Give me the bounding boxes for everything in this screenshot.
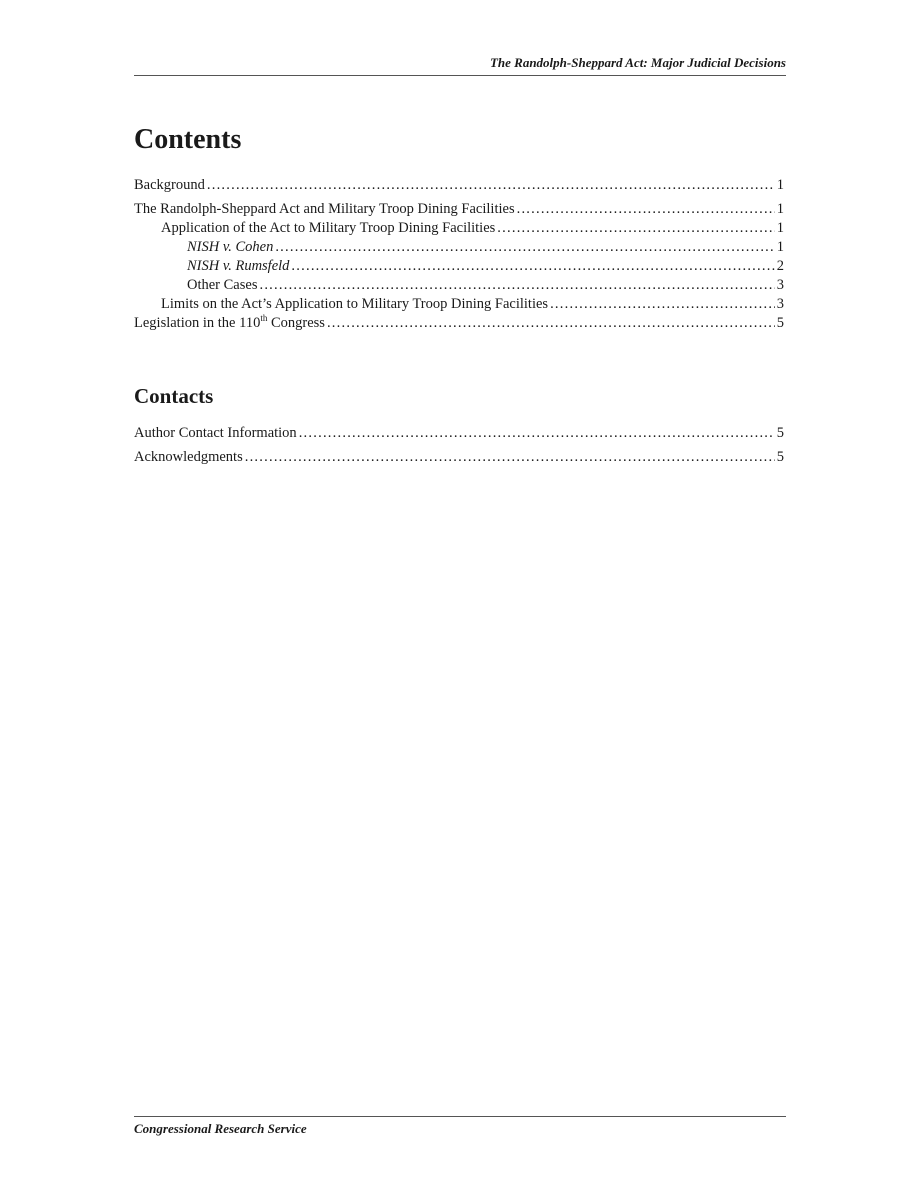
toc-entry-label: NISH v. Rumsfeld [187, 258, 290, 274]
toc-entry-application[interactable] [134, 219, 784, 238]
toc-entry-background[interactable] [134, 176, 784, 195]
toc-entry-page: 3 [776, 277, 784, 293]
toc-entry-label: Limits on the Act’s Application to Military Troop Dining Facilities [161, 296, 549, 312]
toc-entry-page: 5 [776, 425, 784, 441]
toc-entry-label-pre: Legislation in the 110 [134, 315, 261, 331]
toc-entry-label: Background [134, 177, 205, 193]
toc-entry-label [134, 314, 325, 333]
dot-leader [497, 219, 774, 238]
footer-text: Congressional Research Service [134, 1121, 307, 1136]
running-header [134, 55, 786, 76]
toc-entry-other-cases[interactable] [134, 276, 784, 295]
toc-entry-label: Author Contact Information [134, 425, 297, 441]
toc-entry-page: 1 [776, 177, 784, 193]
dot-leader [275, 238, 774, 257]
table-of-contents [134, 176, 784, 333]
toc-entry-acknowledgments[interactable] [134, 448, 784, 467]
toc-entry-page: 1 [776, 220, 784, 236]
toc-entry-label: Acknowledgments [134, 449, 243, 465]
dot-leader [517, 200, 775, 219]
dot-leader [259, 276, 774, 295]
dot-leader [245, 448, 775, 467]
contacts-heading: Contacts [134, 384, 214, 408]
toc-entry-label-sup: th [260, 313, 268, 324]
toc-entry-page: 1 [776, 239, 784, 255]
running-header-title: The Randolph-Sheppard Act: Major Judicial Decisions [489, 55, 786, 70]
toc-entry-nish-v-cohen[interactable] [134, 238, 784, 257]
toc-entry-author-contact[interactable] [134, 424, 784, 443]
dot-leader [299, 424, 775, 443]
toc-entry-label: NISH v. Cohen [187, 239, 274, 255]
dot-leader [550, 295, 775, 314]
toc-entry-label: Application of the Act to Military Troop Dining Facilities [161, 220, 496, 236]
toc-entry-page: 1 [776, 201, 784, 217]
toc-entry-limits[interactable] [134, 295, 784, 314]
running-footer [134, 1116, 786, 1137]
toc-entry-label: The Randolph-Sheppard Act and Military Troop Dining Facilities [134, 201, 515, 217]
dot-leader [291, 257, 774, 276]
toc-entry-page: 5 [776, 315, 784, 331]
toc-entry-page: 3 [776, 296, 784, 312]
dot-leader [207, 176, 775, 195]
toc-entry-label-post: Congress [267, 315, 325, 331]
contents-heading: Contents [134, 124, 242, 155]
toc-entry-page: 5 [776, 449, 784, 465]
toc-entry-label: Other Cases [187, 277, 258, 293]
dot-leader [327, 314, 775, 333]
toc-entry-page: 2 [776, 258, 784, 274]
contacts-list [134, 424, 784, 467]
toc-entry-act-and-military[interactable] [134, 200, 784, 219]
toc-entry-nish-v-rumsfeld[interactable] [134, 257, 784, 276]
toc-entry-legislation[interactable] [134, 314, 784, 333]
